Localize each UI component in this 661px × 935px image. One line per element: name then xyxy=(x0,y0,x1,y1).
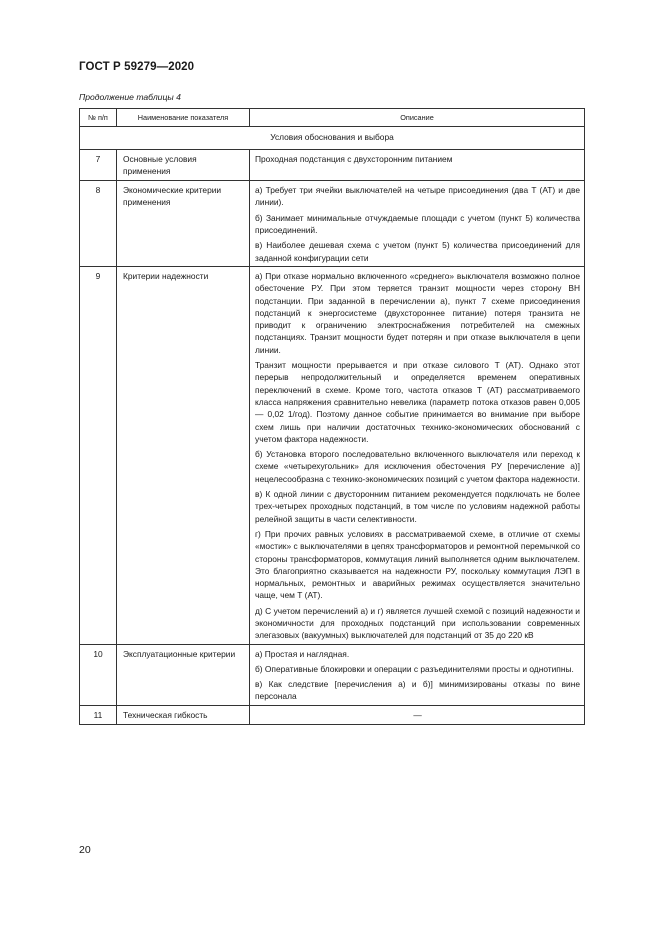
row-number: 10 xyxy=(80,644,117,705)
description-paragraph: в) Как следствие [перечисления а) и б)] минимизированы отказы по вине персонала xyxy=(255,679,580,702)
page-number: 20 xyxy=(79,844,91,856)
description-paragraph: б) Оперативные блокировки и операции с разъединителями просты и однотипны. xyxy=(255,663,574,674)
table-row xyxy=(80,266,585,644)
table-row xyxy=(80,705,585,724)
description-paragraph: в) Наиболее дешевая схема с учетом (пункт 5) количества присоединений для заданной конфигурации сети xyxy=(255,240,580,263)
description-paragraph: а) При отказе нормально включенного «среднего» выключателя возможно полное обесточение РУ. При этом теряется транзит мощности через сторону ВН подстанции. При заданной в перечислении а), пункт 7 схеме присоединения подстанций к энергосистеме (двухстороннее питание) потеря транзита не приводит к ограничению электроснабжения потребителей на смежных подстанциях. Транзит мощности будет потерян и при отказе выключателя в цепи линии. xyxy=(255,270,580,355)
row-description xyxy=(250,181,585,267)
row-name: Техническая гибкость xyxy=(117,705,250,724)
description-paragraph: г) При прочих равных условиях в рассматриваемой схеме, в отличие от схемы «мостик» с выключателями в цепях трансформаторов и ремонтной перемычкой со стороны трансформаторов, коммутация линий выполняется одним выключателем. Это благоприятно сказывается на надежности РУ, поскольку коммутация ЛЭП в нормальных, ремонтных и аварийных режимах осуществляется значительно чаще, чем Т (АТ). xyxy=(255,528,580,601)
criteria-table xyxy=(79,108,585,725)
description-paragraph: Проходная подстанция с двухсторонним питанием xyxy=(255,153,453,164)
table-header-row xyxy=(80,109,585,127)
section-title: Условия обоснования и выбора xyxy=(80,127,585,149)
description-paragraph: а) Требует три ячейки выключателей на четыре присоединения (два Т (АТ) и две линии). xyxy=(255,185,580,208)
row-name: Критерии надежности xyxy=(117,266,250,644)
row-name: Основные условия применения xyxy=(117,149,250,181)
description-paragraph: в) К одной линии с двусторонним питанием рекомендуется подключать не более трех-четырех проходных подстанций, в том числе по условиям надежной работы релейной защиты в части селективности. xyxy=(255,489,580,524)
row-description xyxy=(250,266,585,644)
row-description xyxy=(250,644,585,705)
row-description xyxy=(250,705,585,724)
header-description: Описание xyxy=(250,109,585,127)
description-paragraph: — xyxy=(413,709,422,720)
table-row xyxy=(80,149,585,181)
section-row xyxy=(80,127,585,149)
header-name: Наименование показателя xyxy=(117,109,250,127)
description-paragraph: б) Установка второго последовательно включенного выключателя или переход к схеме «четырехугольник» для исключения обесточения РУ [перечисление а)] нецелесообразна с технико-экономических позиций с учетом фактора надежности. xyxy=(255,449,580,484)
row-number: 7 xyxy=(80,149,117,181)
document-code: ГОСТ Р 59279—2020 xyxy=(79,61,195,73)
description-paragraph: Транзит мощности прерывается и при отказе силового Т (АТ). Однако этот перерыв непродолжительный и определяется временем оперативных переключений в схеме. Кроме того, частота отказов Т (АТ) рассматриваемого класса напряжения сравнительно невелика (параметр потока отказов равен 0,005 — 0,02 1/год). Поэтому данное событие принимается во внимание при выборе схем лишь при наличии достаточных технико-экономических обоснований с учетом фактора надежности. xyxy=(255,360,580,444)
row-description xyxy=(250,149,585,181)
description-paragraph: а) Простая и наглядная. xyxy=(255,648,350,659)
description-paragraph: д) С учетом перечислений а) и г) является лучшей схемой с позиций надежности и экономичности для проходных подстанций при использовании современных элегазовых (вакуумных) выключателей для подстанций от 35 до 220 кВ xyxy=(255,605,580,641)
row-number: 8 xyxy=(80,181,117,267)
table-row xyxy=(80,644,585,705)
description-paragraph: б) Занимает минимальные отчуждаемые площади с учетом (пункт 5) количества присоединений. xyxy=(255,212,580,236)
table-caption: Продолжение таблицы 4 xyxy=(79,92,181,102)
row-number: 11 xyxy=(80,705,117,724)
header-num: № п/п xyxy=(80,109,117,127)
table-row xyxy=(80,181,585,267)
row-name: Экономические критерии применения xyxy=(117,181,250,267)
row-name: Эксплуатационные критерии xyxy=(117,644,250,705)
row-number: 9 xyxy=(80,266,117,644)
